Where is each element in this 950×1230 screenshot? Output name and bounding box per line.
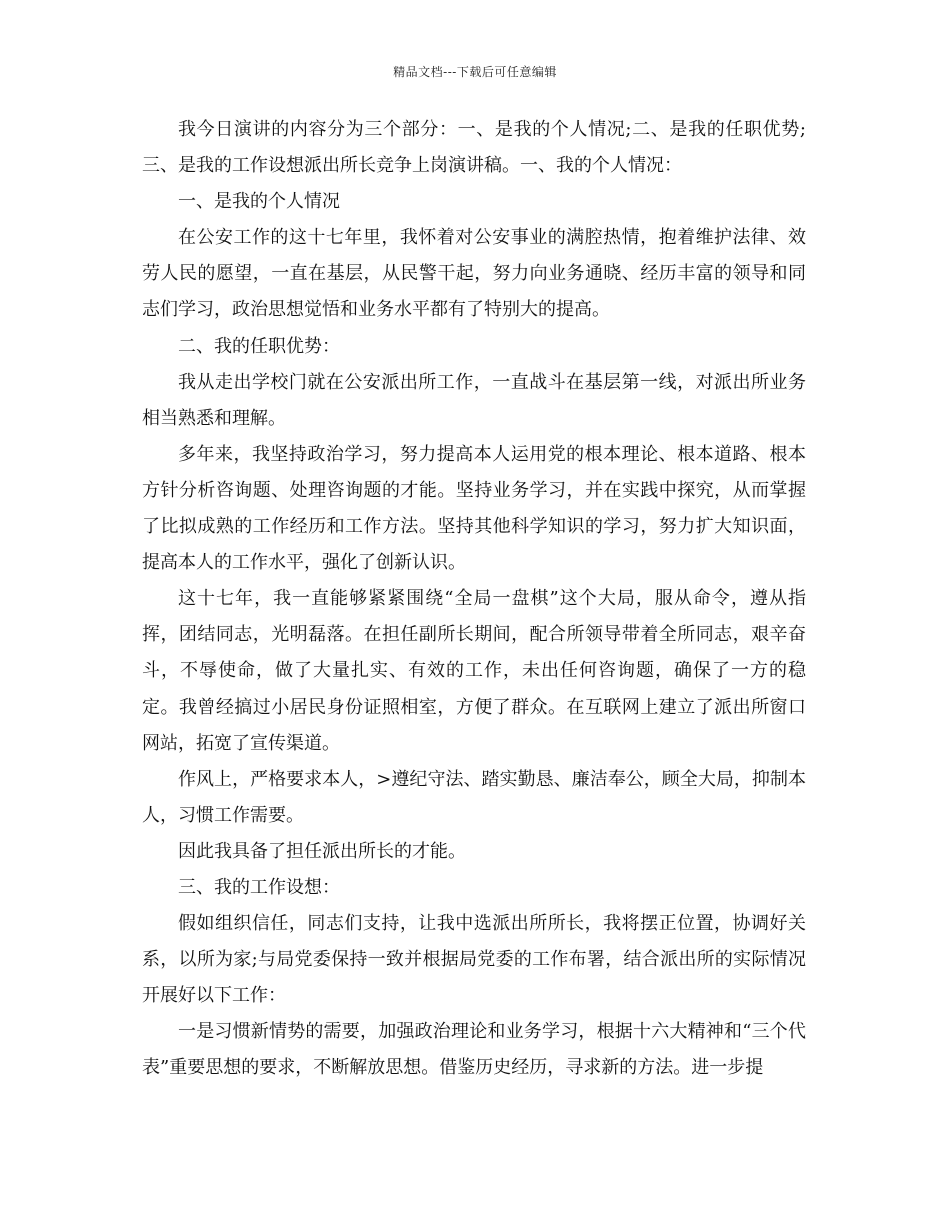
page-header: 精品文档---下载后可任意编辑 <box>393 65 557 79</box>
paragraph-advantage-2: 多年来，我坚持政治学习，努力提高本人运用党的根本理论、根本道路、根本方针分析咨询题、处理咨询题的才能。坚持业务学习，并在实践中探究，从而掌握了比拟成熟的工作经历和工作方法。坚持其他科学知识的学习，努力扩大知识面，提高本人的工作水平，强化了创新认识。 <box>142 443 806 574</box>
section-heading-personal: 一、是我的个人情况 <box>178 191 340 213</box>
section-heading-plans: 三、我的工作设想： <box>178 876 340 898</box>
document-body <box>142 112 806 1087</box>
paragraph-plan-1: 一是习惯新情势的需要，加强政治理论和业务学习，根据十六大精神和“三个代表”重要思想的要求，不断解放思想。借鉴历史经历，寻求新的方法。进一步提 <box>142 1021 806 1079</box>
paragraph-advantage-4: 作风上，严格要求本人，>遵纪守法、踏实勤恳、廉洁奉公，顾全大局，抑制本人，习惯工作需要。 <box>142 768 806 826</box>
paragraph-intro: 我今日演讲的内容分为三个部分：一、是我的个人情况;二、是我的任职优势;三、是我的工作设想派出所长竞争上岗演讲稿。一、我的个人情况： <box>142 119 806 177</box>
paragraph-advantage-3: 这十七年，我一直能够紧紧围绕“全局一盘棋”这个大局，服从命令，遵从指挥，团结同志，光明磊落。在担任副所长期间，配合所领导带着全所同志，艰辛奋斗，不辱使命，做了大量扎实、有效的工作，未出任何咨询题，确保了一方的稳定。我曾经搞过小居民身份证照相室，方便了群众。在互联网上建立了派出所窗口网站，拓宽了宣传渠道。 <box>142 588 806 754</box>
paragraph-plans-intro: 假如组织信任，同志们支持，让我中选派出所所长，我将摆正位置，协调好关系，以所为家;与局党委保持一致并根据局党委的工作布署，结合派出所的实际情况开展好以下工作： <box>142 913 806 1007</box>
section-heading-advantages: 二、我的任职优势： <box>178 335 340 357</box>
paragraph-advantage-conclusion: 因此我具备了担任派出所长的才能。 <box>178 840 466 862</box>
paragraph-advantage-1: 我从走出学校门就在公安派出所工作，一直战斗在基层第一线，对派出所业务相当熟悉和理解。 <box>142 371 806 429</box>
paragraph-personal: 在公安工作的这十七年里，我怀着对公安事业的满腔热情，抱着维护法律、效劳人民的愿望，一直在基层，从民警干起，努力向业务通晓、经历丰富的领导和同志们学习，政治思想觉悟和业务水平都有了特别大的提高。 <box>142 227 806 321</box>
